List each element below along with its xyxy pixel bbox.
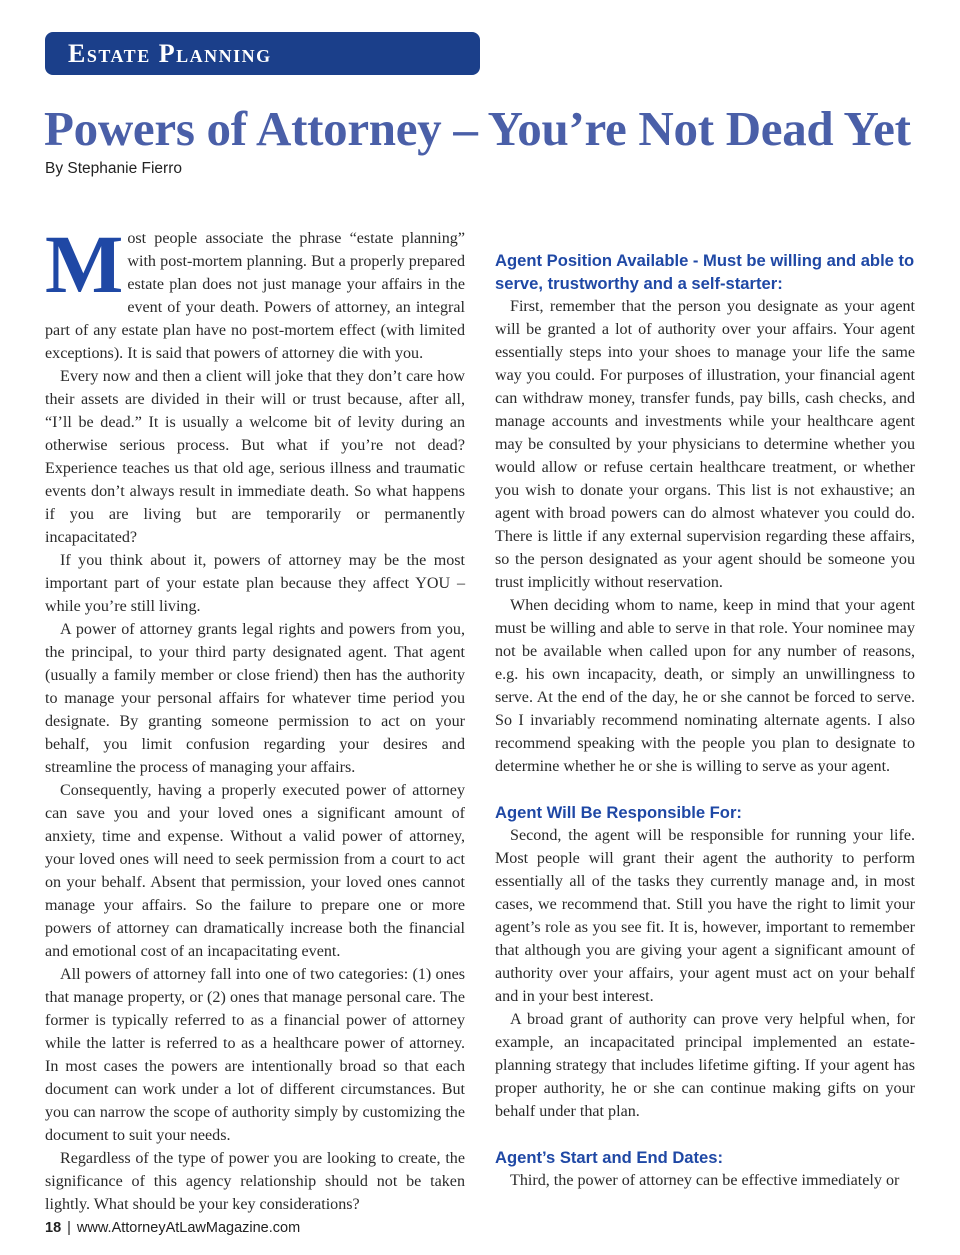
left-column [45,218,465,1216]
footer-separator: | [67,1220,71,1236]
body-paragraph: Every now and then a client will joke that they don’t care how their assets are divided in their will or trust because, after all, “I’ll be dead.” It is usually a welcome bit of levity during an otherwise serious process. But what if you’re not dead? Experience teaches us that old age, serious illness and traumatic events don’t always result in immediate death. So what happens if you are living but are temporarily or permanently incapacitated? [45,368,465,546]
section-tab [45,32,480,75]
body-paragraph: Third, the power of attorney can be effective immediately or [510,1172,900,1189]
byline: By Stephanie Fierro [45,160,182,177]
subheading-agent-responsibilities: Agent Will Be Responsible For: [495,803,742,822]
body-paragraph: If you think about it, powers of attorney may be the most important part of your estate plan because they affect YOU – while you’re still living. [45,552,465,615]
body-paragraph: A power of attorney grants legal rights and powers from you, the principal, to your third party designated agent. That agent (usually a family member or close friend) then has the authority to manage your personal affairs for whatever time period you designate. By granting someone permission to act on your behalf, you limit confusion regarding your desires and streamline the process of managing your affairs. [45,621,465,776]
drop-cap: M [45,218,124,310]
body-paragraph: All powers of attorney fall into one of two categories: (1) ones that manage property, or (2) ones that manage personal care. The former is typically referred to as a financial power of attorney while the latter is referred to as a healthcare power of attorney. In most cases the powers are intentionally broad so that each document can work under a lot of different circumstances. But you can narrow the scope of authority simply by customizing the document to suit your needs. [45,966,465,1144]
body-paragraph: When deciding whom to name, keep in mind that your agent must be willing and able to serve in that role. Your nominee may not be available when called upon for any number of reasons, e.g. his own incapacity, death, or simply an unwillingness to serve. At the end of the day, he or she cannot be forced to serve. So I invariably recommend nominating alternate agents. I also recommend speaking with the people you plan to designate to determine whether he or she is willing to serve as your agent. [495,597,915,775]
intro-text: ost people associate the phrase “estate planning” with post-mortem planning. But a properly prepared estate plan does not just manage your affairs in the event of your death. Powers of attorney, an integral part of any estate plan have no post-mortem effect (with limited exceptions). It is said that powers of attorney die with you. [45,230,465,362]
page-number: 18 [45,1220,62,1236]
article-title: Powers of Attorney – You’re Not Dead Yet [44,101,911,156]
body-paragraph: Consequently, having a properly executed power of attorney can save you and your loved ones a significant amount of anxiety, time and expense. Without a valid power of attorney, your loved ones will need to seek permission from a court to act on your behalf. Absent that permission, your loved ones cannot manage your affairs. So the failure to prepare one or more powers of attorney can dramatically increase both the financial and emotional cost of an incapacitating event. [45,782,465,960]
body-paragraph: First, remember that the person you designate as your agent will be granted a lot of authority over your affairs. Your agent essentially steps into your shoes to manage your life the same way you could. For purposes of illustration, your financial agent can withdraw money, transfer funds, pay bills, cash checks, and manage accounts and investments while your healthcare agent may be consulted by your physicians to determine whether you would allow or refuse certain healthcare treatment, or whether you wish to donate your organs. This list is not exhaustive; an agent with broad powers can do almost whatever you could do. There is little if any external supervision regarding these affairs, so the person designated as your agent should be someone you trust implicitly without reservation. [495,298,915,591]
body-paragraph: Second, the agent will be responsible for running your life. Most people will grant their agent the authority to perform essentially all of the tasks they currently manage and, in most cases, we recommend that. Still you have the right to limit your agent’s role as you see fit. It is, however, important to remember that although you are giving your agent a significant amount of authority over your affairs, your agent must act on your behalf and in your best interest. [495,827,915,1005]
body-paragraph: A broad grant of authority can prove very helpful when, for example, an incapacitated principal implemented an estate-planning strategy that includes lifetime gifting. If your agent has proper authority, he or she can continue making gifts on your behalf under that plan. [495,1011,915,1120]
body-paragraph: Regardless of the type of power you are looking to create, the significance of this agency relationship should not be taken lightly. What should be your key considerations? [45,1150,465,1213]
subheading-agent-dates: Agent’s Start and End Dates: [495,1148,724,1167]
page-footer [45,1220,300,1236]
section-label: Estate Planning [68,38,272,68]
subheading-agent-position: Agent Position Available - Must be willing and able to serve, trustworthy and a self-starter: [495,251,915,293]
right-column [495,249,915,1192]
footer-url[interactable]: www.AttorneyAtLawMagazine.com [76,1220,301,1236]
intro-paragraph [45,218,465,365]
